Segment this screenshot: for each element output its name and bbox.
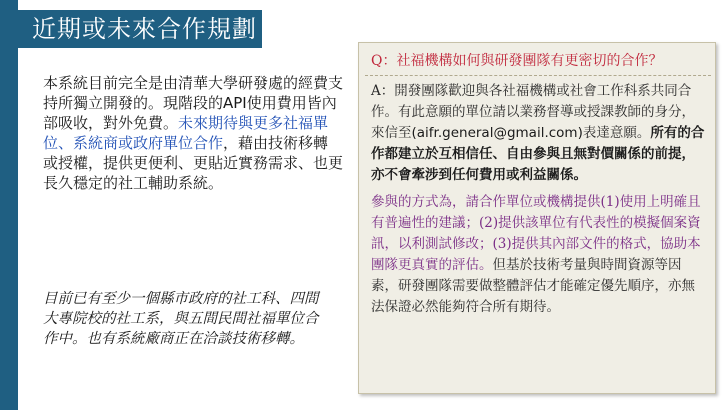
intro-text-a: 本系統目前完全是由清華大學研發處的經費支持所獨立開發的。現階段的API使用費用皆內部吸收，對外免費。 xyxy=(43,74,344,132)
page-title: 近期或未來合作規劃 xyxy=(32,15,257,43)
qa-box xyxy=(358,42,716,394)
intro-paragraph xyxy=(43,73,343,193)
method-tail-text: 但基於技術考量與時間資源等因素，研發團隊需要做整體評估才能確定優先順序，亦無法保證必然能夠符合所有期待。 xyxy=(371,257,695,315)
question-text: Q：社福機構如何與研發團隊有更密切的合作？ xyxy=(371,53,663,69)
answer-bold-text: 所有的合作都建立於互相信任、自由參與且無對價關係的前提，亦不會牽涉到任何費用或利益關係。 xyxy=(371,125,705,183)
answer-text: A：開發團隊歡迎與各社福機構或社會工作科系共同合作。有此意願的單位請以業務督導或授課教師的身分，來信至 xyxy=(371,83,695,141)
left-accent-bar xyxy=(0,0,18,410)
method-paragraph xyxy=(371,192,707,318)
answer-block xyxy=(371,81,707,324)
email-link[interactable]: (aifr.general@gmail.com) xyxy=(411,125,583,141)
intro-text-b: ，藉由技術移轉或授權，提供更便利、更貼近實務需求、也更長久穩定的社工輔助系統。 xyxy=(43,134,344,192)
divider xyxy=(365,75,711,76)
status-paragraph: 目前已有至少一個縣市政府的社工科、四間大專院校的社工系，與五間民間社福單位合作中。也有系統廠商正在洽談技術移轉。 xyxy=(43,291,319,347)
method-text: 參與的方式為，請合作單位或機構提供(1)使用上明確且有普遍性的建議；(2)提供該單位有代表性的模擬個案資訊，以利測試修改；(3)提供其內部文件的格式，協助本團隊更真實的評估。 xyxy=(371,194,701,273)
intro-highlight: 未來期待與更多社福單位、系統商或政府單位合作 xyxy=(43,114,329,152)
answer-text-b: 表達意願。 xyxy=(582,125,651,141)
answer-paragraph xyxy=(371,81,707,186)
